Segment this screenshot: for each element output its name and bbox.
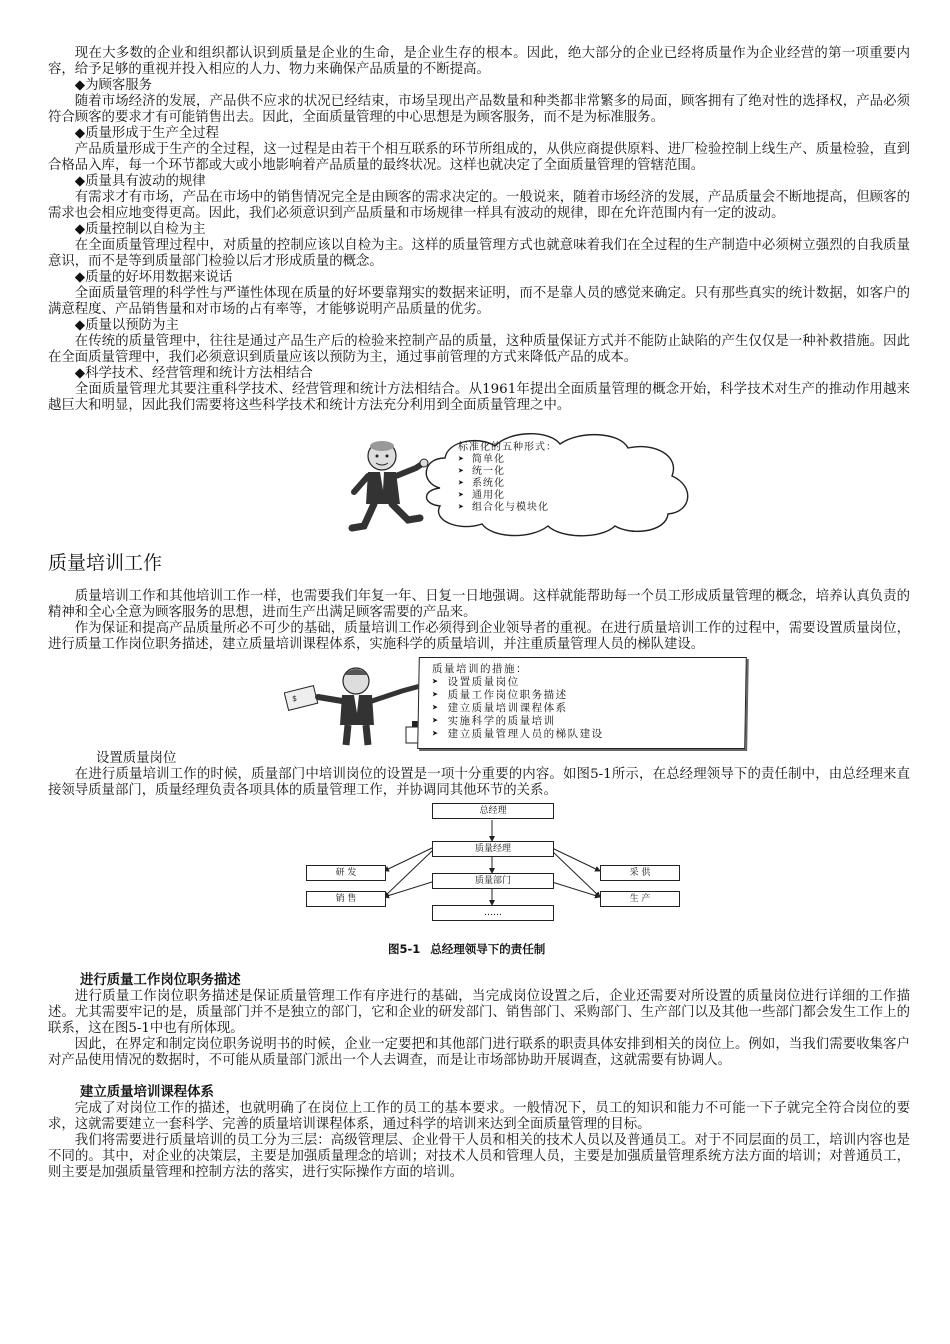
org-chart bbox=[48, 803, 910, 939]
paragraph: 质量培训工作和其他培训工作一样，也需要我们年复一年、日复一日地强调。这样就能帮助每一个员工形成质量管理的概念，培养认真负责的精神和全心全意为顾客服务的思想，进而生产出满足顾客需要的产品来。 bbox=[48, 589, 910, 620]
org-node-procurement: 采 供 bbox=[600, 865, 680, 881]
bullet-heading: ◆质量具有波动的规律 bbox=[74, 174, 206, 189]
paragraph: 产品质量形成于生产的全过程，这一过程是由若干个相互联系的环节所组成的，从供应商提供原料、进厂检验控制上线生产、质量检验，直到合格品入库，每一个环节都或大或小地影响着产品质量的最终状况。这样也就决定了全面质量管理的管辖范围。 bbox=[48, 142, 910, 173]
board-item: ➤ 建立质量管理人员的梯队建设 bbox=[432, 728, 604, 740]
subsection-heading: 设置质量岗位 bbox=[96, 751, 177, 766]
paragraph: 作为保证和提高产品质量所必不可少的基础，质量培训工作必须得到企业领导者的重视。在进行质量培训工作的过程中，需要设置质量岗位，进行质量工作岗位职务描述，建立质量培训课程体系，实施科学的质量培训，并注重质量管理人员的梯队建设。 bbox=[48, 621, 910, 652]
cloud-item: ➤ 通用化 bbox=[458, 490, 506, 501]
paragraph: 随着市场经济的发展，产品供不应求的状况已经结束，市场呈现出产品数量和种类都非常繁多的局面，顾客拥有了绝对性的选择权，产品必须符合顾客的要求才有可能销售出去。因此，全面质量管理的中心思想是为顾客服务，而不是为标准服务。 bbox=[48, 94, 910, 125]
standardization-illustration bbox=[48, 420, 910, 540]
board-title: 质量培训的措施： bbox=[432, 663, 528, 675]
org-node-quality-dept: 质量部门 bbox=[432, 873, 554, 889]
bullet-heading: ◆质量的好坏用数据来说话 bbox=[74, 270, 233, 285]
paragraph: 因此，在界定和制定岗位职务说明书的时候，企业一定要把和其他部门进行联系的职责具体安排到相关的岗位上。例如，当我们需要收集客户对产品使用情况的数据时，不可能从质量部门派出一个人去调查，而是让市场部协助开展调查，这就需要有协调人。 bbox=[48, 1037, 910, 1068]
bullet-heading: ◆科学技术、经营管理和统计方法相结合 bbox=[74, 366, 313, 381]
paragraph: 在进行质量培训工作的时候，质量部门中培训岗位的设置是一项十分重要的内容。如图5-1所示，在总经理领导下的责任制中，由总经理来直接领导质量部门，质量经理负责各项具体的质量管理工作，并协调同其他环节的关系。 bbox=[48, 767, 910, 798]
cloud-title: 标准化的五种形式： bbox=[458, 442, 557, 453]
paragraph: 在全面质量管理过程中，对质量的控制应该以自检为主。这样的质量管理方式也就意味着我们在全过程的生产制造中必须树立强烈的自我质量意识，而不是等到质量部门检验以后才形成质量的概念。 bbox=[48, 238, 910, 269]
cloud-item: ➤ 统一化 bbox=[458, 466, 506, 477]
org-node-production: 生 产 bbox=[600, 891, 680, 907]
subsection-heading: 进行质量工作岗位职务描述 bbox=[80, 973, 241, 988]
paragraph: 全面质量管理的科学性与严谨性体现在质量的好坏要靠翔实的数据来证明，而不是靠人员的感觉来确定。只有那些真实的统计数据，如客户的满意程度、产品销售量和对市场的占有率等，才能够说明产品质量的优劣。 bbox=[48, 286, 910, 317]
bullet-heading: ◆质量形成于生产全过程 bbox=[74, 126, 220, 141]
paragraph: 进行质量工作岗位职务描述是保证质量管理工作有序进行的基础，当完成岗位设置之后，企业还需要对所设置的质量岗位进行详细的工作描述。尤其需要牢记的是，质量部门并不是独立的部门，它和企业的研发部门、销售部门、采购部门、生产部门以及其他一些部门都会发生工作上的联系，这在图5-1中也有所体现。 bbox=[48, 989, 910, 1036]
document-page bbox=[48, 46, 910, 1181]
presenter-icon bbox=[284, 661, 434, 747]
org-node-ceo: 总经理 bbox=[432, 803, 554, 819]
board-item: ➤ 质量工作岗位职务描述 bbox=[432, 689, 568, 701]
bullet-heading: ◆为顾客服务 bbox=[74, 78, 153, 93]
intro-section bbox=[48, 46, 910, 414]
bullet-heading: ◆质量控制以自检为主 bbox=[74, 222, 206, 237]
bullet-heading: ◆质量以预防为主 bbox=[74, 318, 179, 333]
svg-text:$: $ bbox=[292, 694, 298, 703]
board-item: ➤ 建立质量培训课程体系 bbox=[432, 702, 568, 714]
subsection-heading: 建立质量培训课程体系 bbox=[80, 1085, 214, 1100]
section-title: 质量培训工作 bbox=[48, 552, 163, 574]
paragraph: 全面质量管理尤其要注重科学技术、经营管理和统计方法相结合。从1961年提出全面质量管理的概念开始，科学技术对生产的推动作用越来越巨大和明显，因此我们需要将这些科学技术和统计方法充分利用到全面质量管理之中。 bbox=[48, 382, 910, 413]
org-node-rnd: 研 发 bbox=[306, 865, 386, 881]
paragraph: 完成了对岗位工作的描述，也就明确了在岗位上工作的员工的基本要求。一般情况下，员工的知识和能力不可能一下子就完全符合岗位的要求，这就需要建立一套科学、完善的质量培训课程体系，通过科学的培训来达到全面质量管理的目标。 bbox=[48, 1101, 910, 1132]
cloud-item: ➤ 系统化 bbox=[458, 478, 506, 489]
board-text bbox=[432, 663, 604, 741]
paragraph: 现在大多数的企业和组织都认识到质量是企业的生命，是企业生存的根本。因此，绝大部分的企业已经将质量作为企业经营的第一项重要内容，给予足够的重视并投入相应的人力、物力来确保产品质量的不断提高。 bbox=[48, 46, 910, 77]
running-businessman-icon bbox=[338, 434, 458, 536]
org-node-sales: 销 售 bbox=[306, 891, 386, 907]
cloud-text bbox=[458, 442, 557, 514]
training-measures-illustration bbox=[48, 657, 910, 749]
cloud-item: ➤ 组合化与模块化 bbox=[458, 502, 550, 513]
figure-caption: 图5-1 总经理领导下的责任制 bbox=[388, 942, 546, 956]
org-node-quality-manager: 质量经理 bbox=[432, 841, 554, 857]
cloud-item: ➤ 简单化 bbox=[458, 454, 506, 465]
board-item: ➤ 设置质量岗位 bbox=[432, 676, 520, 688]
paragraph: 我们将需要进行质量培训的员工分为三层：高级管理层、企业骨干人员和相关的技术人员以及普通员工。对于不同层面的员工，培训内容也是不同的。其中，对企业的决策层，主要是加强质量理念的培训；对技术人员和管理人员，主要是加强质量管理系统方法方面的培训；对普通员工，则主要是加强质量管理和控制方法的落实，进行实际操作方面的培训。 bbox=[48, 1133, 910, 1180]
paragraph: 有需求才有市场，产品在市场中的销售情况完全是由顾客的需求决定的。一般说来，随着市场经济的发展，产品质量会不断地提高，但顾客的需求也会相应地变得更高。因此，我们必须意识到产品质量和市场规律一样具有波动的规律，即在允许范围内有一定的波动。 bbox=[48, 190, 910, 221]
paragraph: 在传统的质量管理中，往往是通过产品生产后的检验来控制产品的质量，这种质量保证方式并不能防止缺陷的产生仅仅是一种补救措施。因此在全面质量管理中，我们必须意识到质量应该以预防为主，通过事前管理的方式来降低产品的成本。 bbox=[48, 334, 910, 365]
board-item: ➤ 实施科学的质量培训 bbox=[432, 715, 556, 727]
org-node-more: …… bbox=[432, 905, 554, 921]
